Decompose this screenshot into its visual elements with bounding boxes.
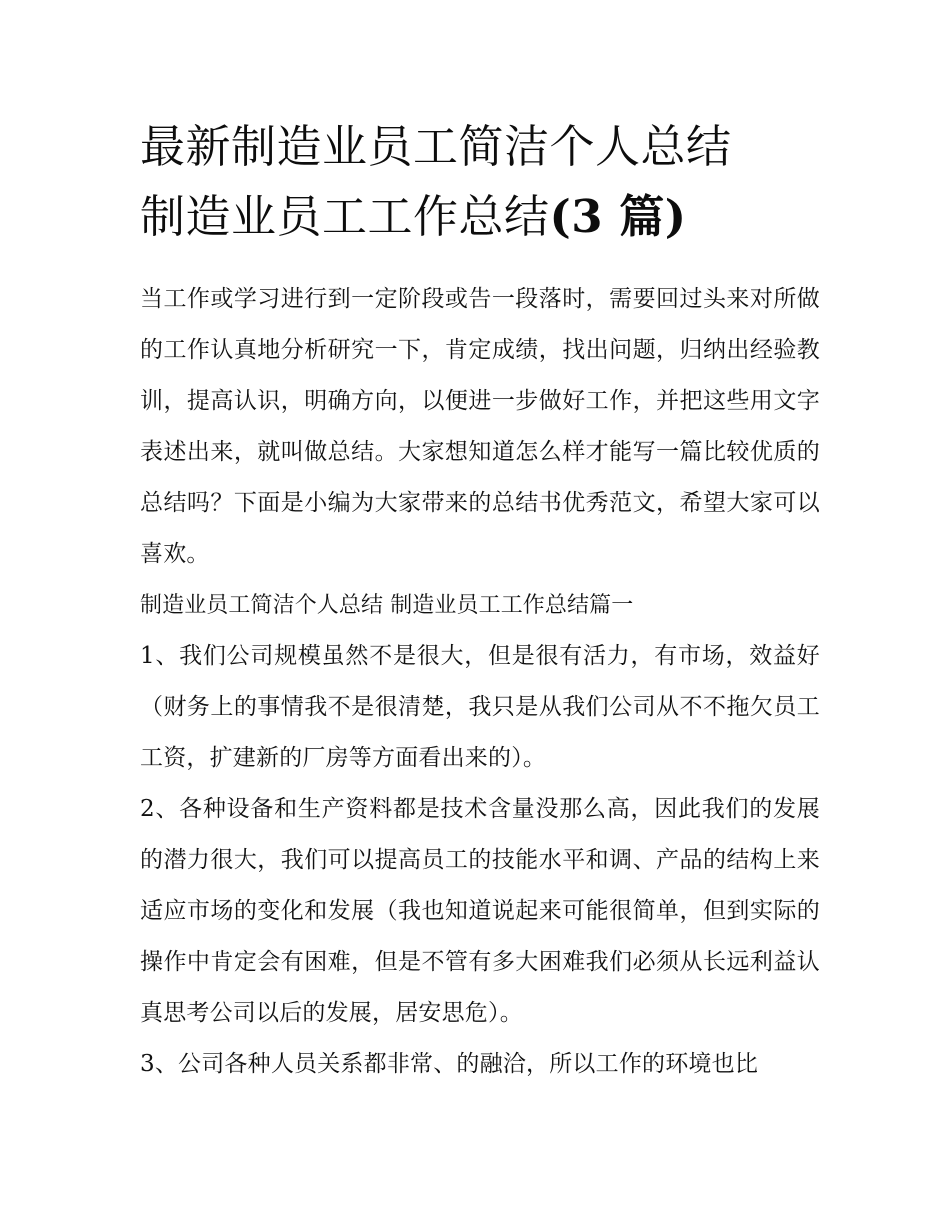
list-item-3: 3、公司各种人员关系都非常、的融洽，所以工作的环境也比 [140,1051,759,1077]
title-line-1: 最新制造业员工简洁个人总结 [140,120,732,173]
section-heading: 制造业员工简洁个人总结 制造业员工工作总结篇一 [140,593,634,618]
list-item-1: 1、我们公司规模虽然不是很大，但是很有活力，有市场，效益好（财务上的事情我不是很清楚，我只是从我们公司从不不拖欠员工工资，扩建新的厂房等方面看出来的）。 [140,643,820,771]
title-line-2: 制造业员工工作总结 [140,190,550,243]
list-item-2: 2、各种设备和生产资料都是技术含量没那么高，因此我们的发展的潜力很大，我们可以提高员工的技能水平和调、产品的结构上来适应市场的变化和发展（我也知道说起来可能很简单，但到实际的操作中肯定会有困难，但是不管有多大困难我们必须从长远利益认真思考公司以后的发展，居安思危）。 [140,796,820,1026]
intro-paragraph: 当工作或学习进行到一定阶段或告一段落时，需要回过头来对所做的工作认真地分析研究一下，肯定成绩，找出问题，归纳出经验教训，提高认识，明确方向，以便进一步做好工作，并把这些用文字表述出来，就叫做总结。大家想知道怎么样才能写一篇比较优质的总结吗？下面是小编为大家带来的总结书优秀范文，希望大家可以喜欢。 [140,286,820,567]
document-content [140,112,820,1090]
title-count: (3 篇) [549,190,687,243]
document-title [140,112,820,252]
